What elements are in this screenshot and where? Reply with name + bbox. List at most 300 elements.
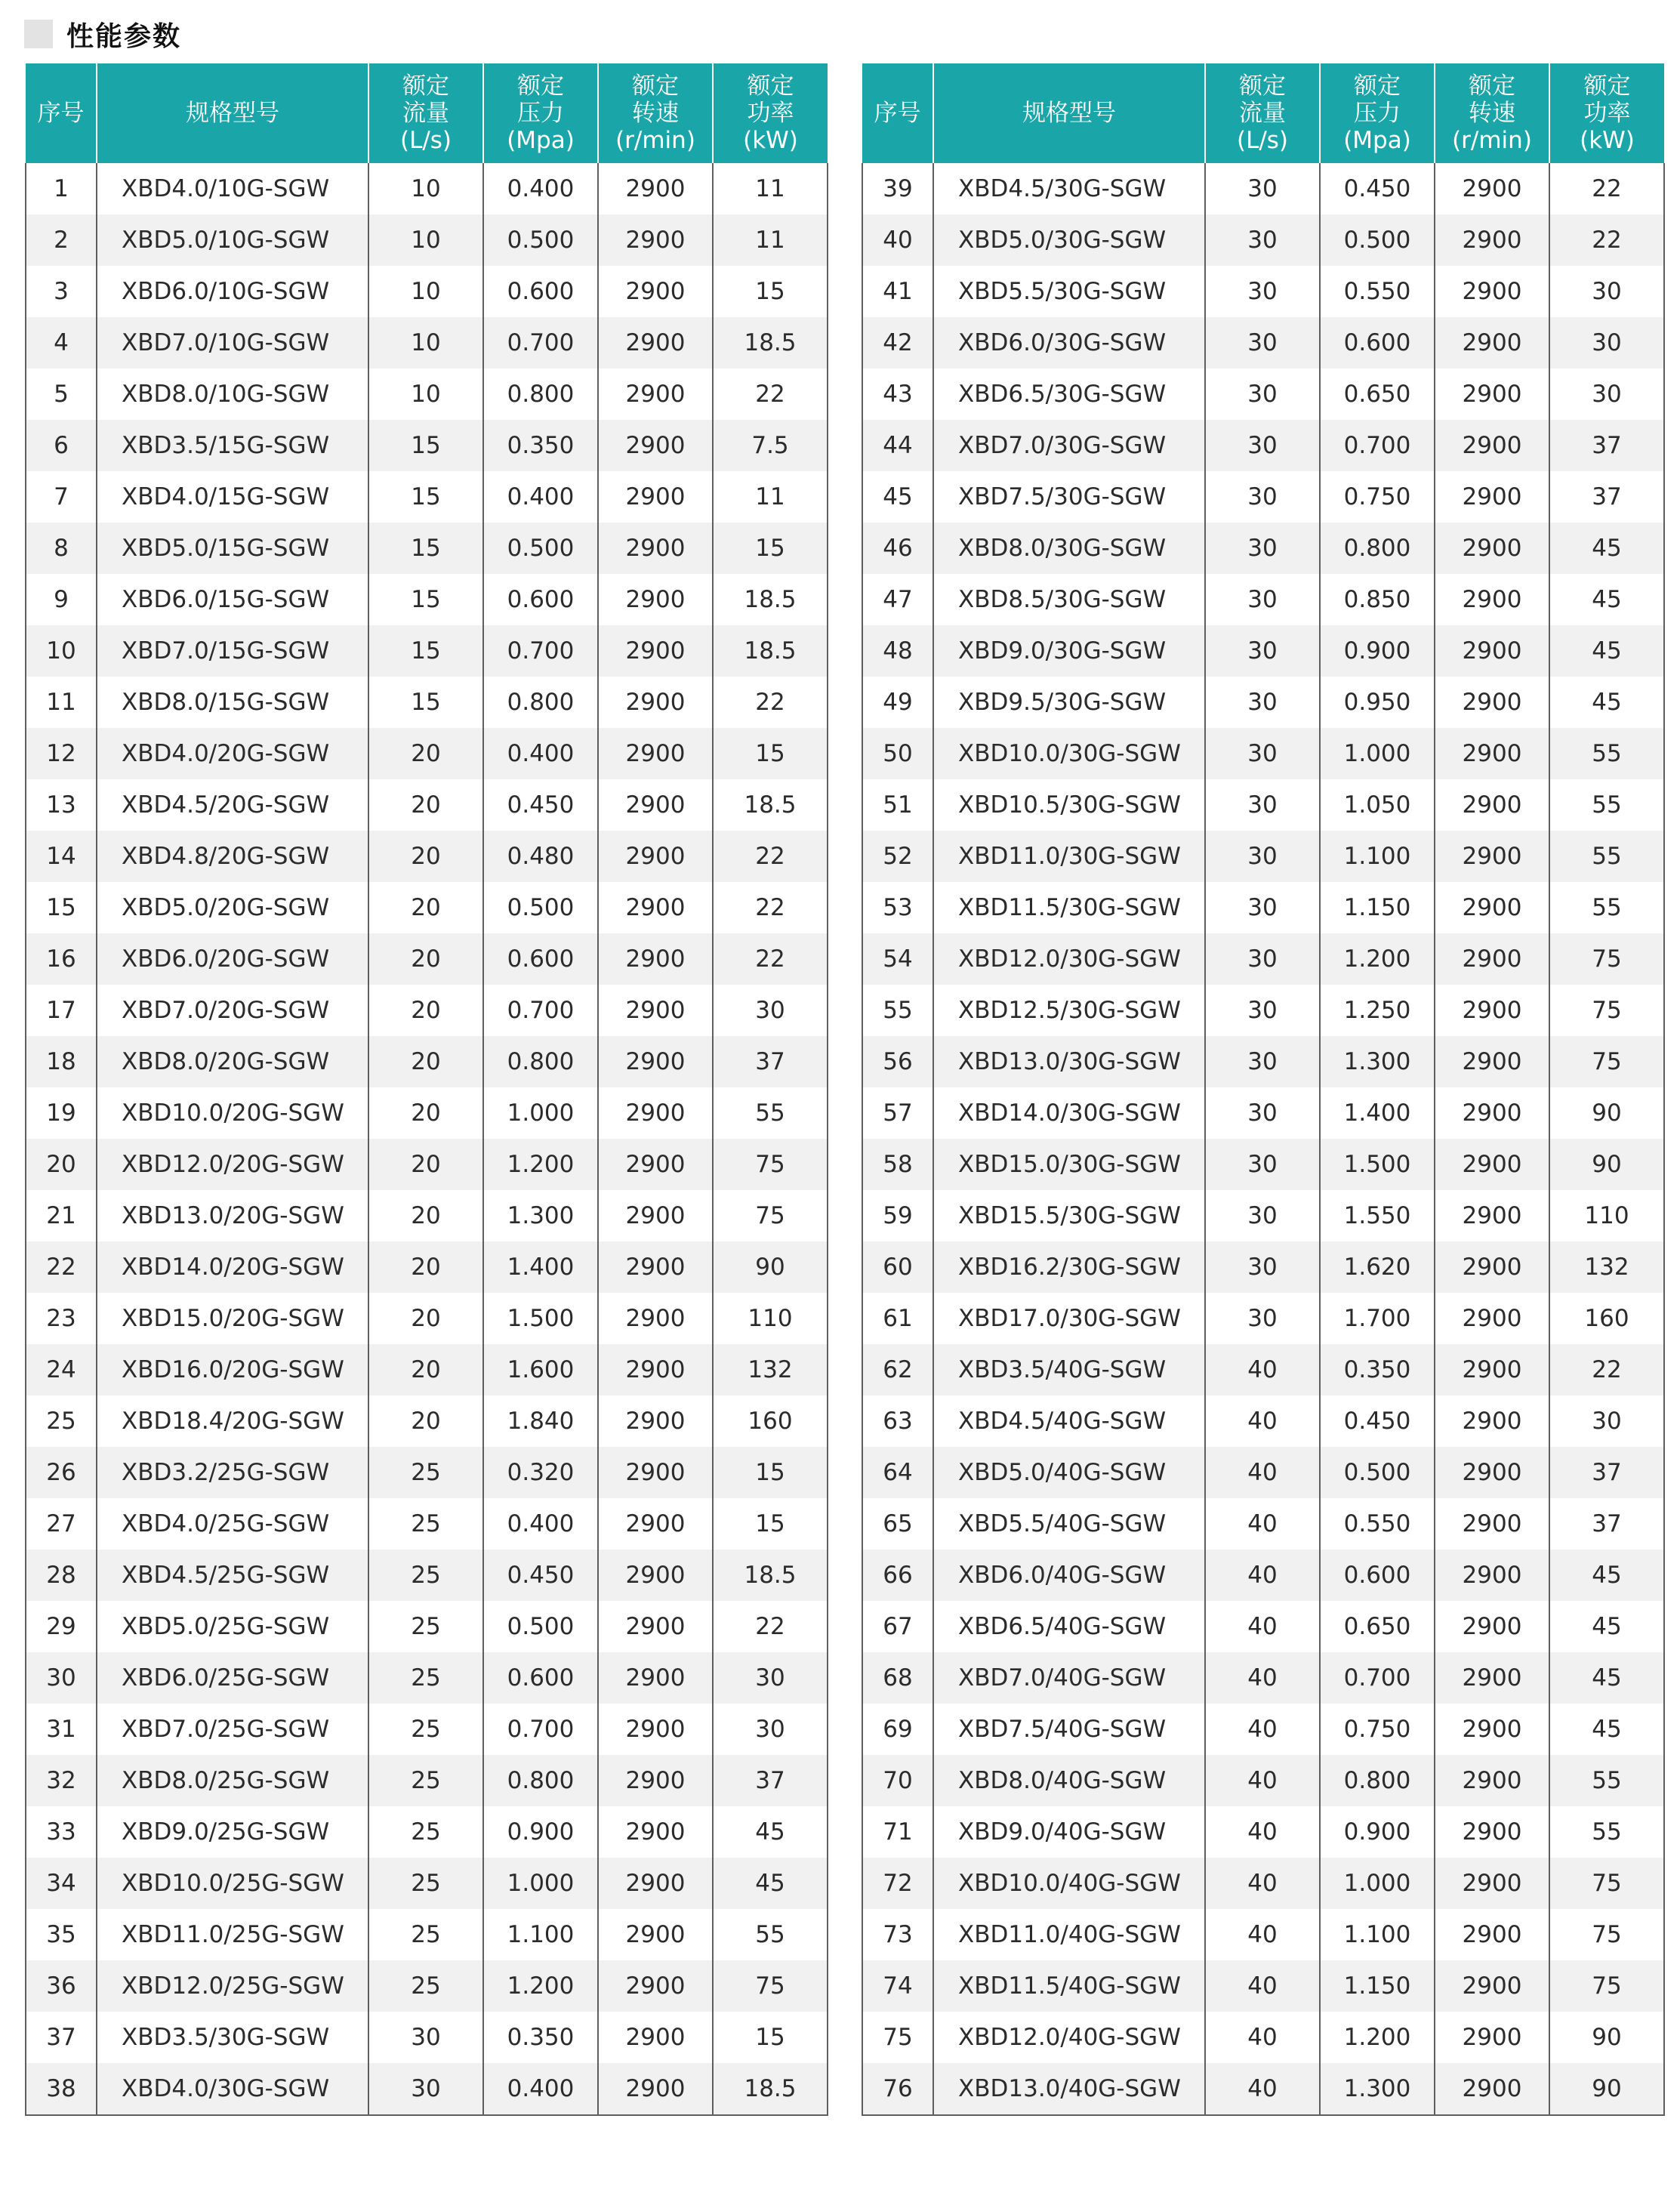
- cell-model: XBD8.0/20G-SGW: [97, 1036, 368, 1087]
- table-row: [26, 471, 828, 523]
- cell-model: XBD5.0/20G-SGW: [97, 882, 368, 933]
- cell-pressure: 0.700: [483, 1704, 598, 1755]
- cell-model: XBD11.0/40G-SGW: [933, 1909, 1205, 1960]
- cell-power: 90: [1549, 1087, 1664, 1139]
- cell-power: 30: [713, 1652, 828, 1704]
- cell-speed: 2900: [598, 677, 713, 728]
- cell-speed: 2900: [1435, 882, 1549, 933]
- cell-pressure: 1.620: [1320, 1241, 1435, 1293]
- cell-seq: 4: [26, 317, 97, 369]
- cell-model: XBD8.0/40G-SGW: [933, 1755, 1205, 1806]
- cell-speed: 2900: [598, 1652, 713, 1704]
- table-row: [26, 523, 828, 574]
- cell-power: 75: [713, 1960, 828, 2012]
- cell-model: XBD4.0/20G-SGW: [97, 728, 368, 779]
- cell-power: 75: [1549, 1858, 1664, 1909]
- cell-model: XBD6.0/15G-SGW: [97, 574, 368, 625]
- header-line: (Mpa): [507, 127, 575, 154]
- cell-pressure: 0.500: [483, 882, 598, 933]
- cell-flow: 40: [1205, 1858, 1320, 1909]
- cell-power: 15: [713, 1498, 828, 1550]
- cell-speed: 2900: [598, 1087, 713, 1139]
- table-row: [26, 933, 828, 985]
- cell-pressure: 0.320: [483, 1447, 598, 1498]
- cell-model: XBD6.5/40G-SGW: [933, 1601, 1205, 1652]
- header-seq: [26, 63, 97, 163]
- cell-model: XBD9.0/30G-SGW: [933, 625, 1205, 677]
- cell-seq: 36: [26, 1960, 97, 2012]
- cell-speed: 2900: [598, 625, 713, 677]
- cell-power: 75: [1549, 1909, 1664, 1960]
- cell-speed: 2900: [598, 1755, 713, 1806]
- cell-power: 37: [1549, 471, 1664, 523]
- cell-power: 90: [1549, 2012, 1664, 2063]
- cell-power: 30: [1549, 369, 1664, 420]
- header-line: 额定: [1469, 72, 1515, 100]
- table-row: [862, 1858, 1664, 1909]
- cell-model: XBD6.5/30G-SGW: [933, 369, 1205, 420]
- cell-flow: 30: [368, 2063, 483, 2115]
- cell-pressure: 1.700: [1320, 1293, 1435, 1344]
- cell-pressure: 0.700: [483, 985, 598, 1036]
- cell-seq: 22: [26, 1241, 97, 1293]
- cell-pressure: 0.400: [483, 728, 598, 779]
- cell-power: 45: [1549, 1601, 1664, 1652]
- cell-flow: 25: [368, 1858, 483, 1909]
- cell-flow: 20: [368, 933, 483, 985]
- cell-power: 18.5: [713, 625, 828, 677]
- cell-power: 22: [1549, 214, 1664, 266]
- cell-pressure: 0.600: [483, 574, 598, 625]
- header-power: [713, 63, 828, 163]
- cell-power: 45: [1549, 574, 1664, 625]
- table-row: [26, 1498, 828, 1550]
- table-row: [26, 1550, 828, 1601]
- cell-flow: 30: [1205, 728, 1320, 779]
- cell-pressure: 1.300: [1320, 2063, 1435, 2115]
- cell-seq: 27: [26, 1498, 97, 1550]
- cell-power: 90: [1549, 1139, 1664, 1190]
- cell-speed: 2900: [598, 523, 713, 574]
- cell-pressure: 1.100: [483, 1909, 598, 1960]
- cell-pressure: 0.480: [483, 831, 598, 882]
- cell-model: XBD9.0/40G-SGW: [933, 1806, 1205, 1858]
- table-row: [26, 1036, 828, 1087]
- cell-pressure: 0.650: [1320, 1601, 1435, 1652]
- cell-speed: 2900: [1435, 266, 1549, 317]
- table-row: [26, 1087, 828, 1139]
- cell-power: 18.5: [713, 779, 828, 831]
- cell-speed: 2900: [1435, 1139, 1549, 1190]
- cell-power: 45: [1549, 677, 1664, 728]
- cell-pressure: 0.900: [1320, 625, 1435, 677]
- cell-pressure: 0.850: [1320, 574, 1435, 625]
- cell-seq: 51: [862, 779, 933, 831]
- cell-seq: 19: [26, 1087, 97, 1139]
- cell-flow: 20: [368, 728, 483, 779]
- table-row: [26, 214, 828, 266]
- cell-power: 22: [713, 677, 828, 728]
- cell-seq: 62: [862, 1344, 933, 1395]
- cell-seq: 44: [862, 420, 933, 471]
- cell-power: 75: [1549, 1036, 1664, 1087]
- table-row: [862, 1087, 1664, 1139]
- cell-flow: 25: [368, 1755, 483, 1806]
- cell-model: XBD14.0/30G-SGW: [933, 1087, 1205, 1139]
- cell-flow: 40: [1205, 1447, 1320, 1498]
- cell-model: XBD5.0/30G-SGW: [933, 214, 1205, 266]
- cell-flow: 30: [1205, 523, 1320, 574]
- table-row: [862, 1601, 1664, 1652]
- cell-speed: 2900: [598, 882, 713, 933]
- cell-seq: 57: [862, 1087, 933, 1139]
- cell-power: 55: [713, 1087, 828, 1139]
- cell-speed: 2900: [598, 369, 713, 420]
- cell-seq: 20: [26, 1139, 97, 1190]
- cell-flow: 40: [1205, 1704, 1320, 1755]
- cell-flow: 40: [1205, 1909, 1320, 1960]
- table-row: [862, 985, 1664, 1036]
- cell-speed: 2900: [1435, 523, 1549, 574]
- cell-flow: 25: [368, 1550, 483, 1601]
- cell-pressure: 0.800: [1320, 523, 1435, 574]
- cell-power: 75: [713, 1190, 828, 1241]
- cell-power: 55: [713, 1909, 828, 1960]
- cell-power: 37: [713, 1036, 828, 1087]
- cell-seq: 72: [862, 1858, 933, 1909]
- cell-flow: 15: [368, 420, 483, 471]
- table-row: [26, 2063, 828, 2115]
- cell-seq: 54: [862, 933, 933, 985]
- cell-flow: 30: [1205, 831, 1320, 882]
- cell-power: 18.5: [713, 1550, 828, 1601]
- table-row: [26, 266, 828, 317]
- cell-seq: 25: [26, 1395, 97, 1447]
- cell-model: XBD6.0/10G-SGW: [97, 266, 368, 317]
- header-power: [1549, 63, 1664, 163]
- table-row: [862, 1806, 1664, 1858]
- cell-speed: 2900: [598, 779, 713, 831]
- cell-seq: 33: [26, 1806, 97, 1858]
- cell-model: XBD15.5/30G-SGW: [933, 1190, 1205, 1241]
- cell-flow: 20: [368, 882, 483, 933]
- table-row: [26, 1601, 828, 1652]
- cell-power: 45: [1549, 1652, 1664, 1704]
- cell-seq: 53: [862, 882, 933, 933]
- cell-seq: 11: [26, 677, 97, 728]
- table-row: [862, 933, 1664, 985]
- cell-power: 15: [713, 523, 828, 574]
- cell-speed: 2900: [598, 266, 713, 317]
- table-row: [26, 1139, 828, 1190]
- cell-seq: 65: [862, 1498, 933, 1550]
- cell-speed: 2900: [598, 985, 713, 1036]
- table-row: [862, 1652, 1664, 1704]
- cell-model: XBD8.0/15G-SGW: [97, 677, 368, 728]
- cell-seq: 70: [862, 1755, 933, 1806]
- cell-model: XBD16.0/20G-SGW: [97, 1344, 368, 1395]
- cell-model: XBD9.5/30G-SGW: [933, 677, 1205, 728]
- header-line: 序号: [874, 100, 921, 127]
- cell-pressure: 1.000: [1320, 728, 1435, 779]
- header-line: 转速: [632, 100, 679, 127]
- cell-power: 45: [713, 1806, 828, 1858]
- cell-speed: 2900: [598, 1550, 713, 1601]
- cell-model: XBD16.2/30G-SGW: [933, 1241, 1205, 1293]
- cell-flow: 15: [368, 574, 483, 625]
- cell-pressure: 1.300: [483, 1190, 598, 1241]
- cell-speed: 2900: [1435, 933, 1549, 985]
- cell-seq: 28: [26, 1550, 97, 1601]
- cell-seq: 7: [26, 471, 97, 523]
- cell-model: XBD12.0/30G-SGW: [933, 933, 1205, 985]
- cell-power: 45: [1549, 625, 1664, 677]
- cell-seq: 55: [862, 985, 933, 1036]
- cell-power: 75: [1549, 933, 1664, 985]
- cell-speed: 2900: [598, 831, 713, 882]
- cell-flow: 30: [1205, 266, 1320, 317]
- cell-pressure: 0.400: [483, 471, 598, 523]
- cell-model: XBD13.0/40G-SGW: [933, 2063, 1205, 2115]
- table-row: [862, 1960, 1664, 2012]
- cell-pressure: 1.500: [483, 1293, 598, 1344]
- table-row: [862, 1036, 1664, 1087]
- cell-power: 90: [1549, 2063, 1664, 2115]
- cell-pressure: 0.400: [483, 2063, 598, 2115]
- cell-model: XBD11.0/25G-SGW: [97, 1909, 368, 1960]
- cell-model: XBD8.0/10G-SGW: [97, 369, 368, 420]
- table-row: [862, 1293, 1664, 1344]
- cell-power: 11: [713, 214, 828, 266]
- page-title-text: 性能参数: [66, 20, 182, 52]
- cell-flow: 20: [368, 779, 483, 831]
- cell-seq: 34: [26, 1858, 97, 1909]
- table-row: [862, 369, 1664, 420]
- cell-seq: 16: [26, 933, 97, 985]
- cell-seq: 48: [862, 625, 933, 677]
- cell-power: 55: [1549, 779, 1664, 831]
- cell-pressure: 1.000: [1320, 1858, 1435, 1909]
- cell-pressure: 0.700: [1320, 420, 1435, 471]
- cell-seq: 68: [862, 1652, 933, 1704]
- cell-flow: 40: [1205, 1498, 1320, 1550]
- cell-seq: 31: [26, 1704, 97, 1755]
- table-row: [862, 1139, 1664, 1190]
- cell-flow: 20: [368, 985, 483, 1036]
- cell-seq: 56: [862, 1036, 933, 1087]
- cell-power: 55: [1549, 831, 1664, 882]
- cell-speed: 2900: [598, 1909, 713, 1960]
- cell-pressure: 0.550: [1320, 1498, 1435, 1550]
- cell-pressure: 0.450: [1320, 163, 1435, 214]
- table-row: [862, 2012, 1664, 2063]
- header-line: (L/s): [1236, 127, 1289, 154]
- table-row: [862, 1190, 1664, 1241]
- cell-speed: 2900: [598, 728, 713, 779]
- table-row: [26, 1960, 828, 2012]
- cell-pressure: 0.600: [483, 1652, 598, 1704]
- table-row: [26, 163, 828, 214]
- header-line: (r/min): [615, 127, 695, 154]
- cell-seq: 52: [862, 831, 933, 882]
- cell-power: 37: [1549, 1447, 1664, 1498]
- cell-model: XBD10.0/30G-SGW: [933, 728, 1205, 779]
- cell-model: XBD4.5/20G-SGW: [97, 779, 368, 831]
- cell-flow: 40: [1205, 1395, 1320, 1447]
- cell-power: 18.5: [713, 574, 828, 625]
- cell-flow: 25: [368, 1960, 483, 2012]
- cell-flow: 25: [368, 1806, 483, 1858]
- cell-speed: 2900: [598, 1293, 713, 1344]
- cell-flow: 40: [1205, 1652, 1320, 1704]
- cell-flow: 20: [368, 831, 483, 882]
- cell-speed: 2900: [1435, 1241, 1549, 1293]
- cell-pressure: 0.600: [1320, 1550, 1435, 1601]
- cell-flow: 20: [368, 1241, 483, 1293]
- cell-model: XBD5.0/40G-SGW: [933, 1447, 1205, 1498]
- cell-power: 45: [1549, 1550, 1664, 1601]
- cell-model: XBD5.0/25G-SGW: [97, 1601, 368, 1652]
- cell-seq: 58: [862, 1139, 933, 1190]
- cell-model: XBD12.0/25G-SGW: [97, 1960, 368, 2012]
- cell-speed: 2900: [598, 2063, 713, 2115]
- cell-pressure: 1.150: [1320, 882, 1435, 933]
- cell-model: XBD9.0/25G-SGW: [97, 1806, 368, 1858]
- table-row: [26, 420, 828, 471]
- page-title: [24, 11, 181, 57]
- cell-model: XBD14.0/20G-SGW: [97, 1241, 368, 1293]
- cell-flow: 30: [1205, 1190, 1320, 1241]
- cell-model: XBD7.5/30G-SGW: [933, 471, 1205, 523]
- cell-pressure: 1.500: [1320, 1139, 1435, 1190]
- cell-power: 22: [713, 1601, 828, 1652]
- table-row: [26, 369, 828, 420]
- cell-pressure: 0.500: [1320, 1447, 1435, 1498]
- cell-seq: 6: [26, 420, 97, 471]
- cell-model: XBD12.0/40G-SGW: [933, 2012, 1205, 2063]
- cell-flow: 20: [368, 1087, 483, 1139]
- cell-flow: 15: [368, 625, 483, 677]
- cell-speed: 2900: [598, 1395, 713, 1447]
- table-row: [862, 728, 1664, 779]
- cell-flow: 25: [368, 1601, 483, 1652]
- cell-seq: 64: [862, 1447, 933, 1498]
- cell-pressure: 1.550: [1320, 1190, 1435, 1241]
- cell-pressure: 0.400: [483, 163, 598, 214]
- cell-flow: 15: [368, 471, 483, 523]
- table-row: [862, 574, 1664, 625]
- table-row: [862, 420, 1664, 471]
- cell-power: 22: [713, 882, 828, 933]
- cell-model: XBD6.0/20G-SGW: [97, 933, 368, 985]
- table-row: [26, 1344, 828, 1395]
- header-line: (r/min): [1452, 127, 1532, 154]
- cell-model: XBD7.5/40G-SGW: [933, 1704, 1205, 1755]
- cell-power: 55: [1549, 1755, 1664, 1806]
- table-row: [862, 882, 1664, 933]
- cell-flow: 25: [368, 1909, 483, 1960]
- table-row: [862, 1395, 1664, 1447]
- cell-model: XBD12.5/30G-SGW: [933, 985, 1205, 1036]
- cell-flow: 40: [1205, 1550, 1320, 1601]
- header-line: 额定: [1239, 72, 1286, 100]
- cell-speed: 2900: [598, 1960, 713, 2012]
- cell-pressure: 1.100: [1320, 1909, 1435, 1960]
- cell-flow: 20: [368, 1139, 483, 1190]
- cell-flow: 30: [1205, 574, 1320, 625]
- cell-model: XBD7.0/10G-SGW: [97, 317, 368, 369]
- cell-speed: 2900: [598, 1601, 713, 1652]
- cell-speed: 2900: [1435, 420, 1549, 471]
- cell-model: XBD7.0/25G-SGW: [97, 1704, 368, 1755]
- table-row: [26, 779, 828, 831]
- cell-pressure: 0.750: [1320, 471, 1435, 523]
- cell-pressure: 1.000: [483, 1087, 598, 1139]
- table-row: [26, 1909, 828, 1960]
- cell-flow: 30: [1205, 1241, 1320, 1293]
- cell-pressure: 0.500: [483, 1601, 598, 1652]
- table-row: [26, 831, 828, 882]
- table-row: [862, 1498, 1664, 1550]
- cell-seq: 13: [26, 779, 97, 831]
- cell-pressure: 1.300: [1320, 1036, 1435, 1087]
- cell-model: XBD3.5/30G-SGW: [97, 2012, 368, 2063]
- table-row: [862, 214, 1664, 266]
- table-row: [862, 1447, 1664, 1498]
- table-row: [26, 677, 828, 728]
- cell-model: XBD11.5/30G-SGW: [933, 882, 1205, 933]
- cell-speed: 2900: [598, 1344, 713, 1395]
- cell-pressure: 1.200: [1320, 933, 1435, 985]
- header-line: 额定: [632, 72, 679, 100]
- cell-flow: 30: [1205, 420, 1320, 471]
- header-speed: [1435, 63, 1549, 163]
- cell-power: 30: [1549, 1395, 1664, 1447]
- cell-model: XBD10.5/30G-SGW: [933, 779, 1205, 831]
- cell-speed: 2900: [1435, 574, 1549, 625]
- cell-flow: 30: [1205, 1293, 1320, 1344]
- cell-flow: 30: [1205, 163, 1320, 214]
- cell-flow: 30: [1205, 471, 1320, 523]
- cell-speed: 2900: [598, 574, 713, 625]
- cell-seq: 5: [26, 369, 97, 420]
- cell-speed: 2900: [1435, 2063, 1549, 2115]
- header-line: (kW): [1580, 127, 1635, 154]
- cell-power: 55: [1549, 1806, 1664, 1858]
- cell-flow: 20: [368, 1395, 483, 1447]
- cell-model: XBD7.0/15G-SGW: [97, 625, 368, 677]
- table-row: [862, 831, 1664, 882]
- cell-seq: 69: [862, 1704, 933, 1755]
- cell-pressure: 0.950: [1320, 677, 1435, 728]
- cell-seq: 1: [26, 163, 97, 214]
- cell-model: XBD4.0/15G-SGW: [97, 471, 368, 523]
- cell-model: XBD4.0/25G-SGW: [97, 1498, 368, 1550]
- cell-model: XBD4.0/10G-SGW: [97, 163, 368, 214]
- cell-speed: 2900: [598, 1704, 713, 1755]
- table-row: [26, 1293, 828, 1344]
- cell-speed: 2900: [598, 214, 713, 266]
- cell-power: 37: [713, 1755, 828, 1806]
- cell-speed: 2900: [1435, 471, 1549, 523]
- cell-seq: 50: [862, 728, 933, 779]
- cell-pressure: 1.200: [483, 1139, 598, 1190]
- cell-flow: 30: [1205, 214, 1320, 266]
- cell-speed: 2900: [1435, 214, 1549, 266]
- cell-speed: 2900: [1435, 1036, 1549, 1087]
- cell-power: 160: [1549, 1293, 1664, 1344]
- cell-power: 15: [713, 2012, 828, 2063]
